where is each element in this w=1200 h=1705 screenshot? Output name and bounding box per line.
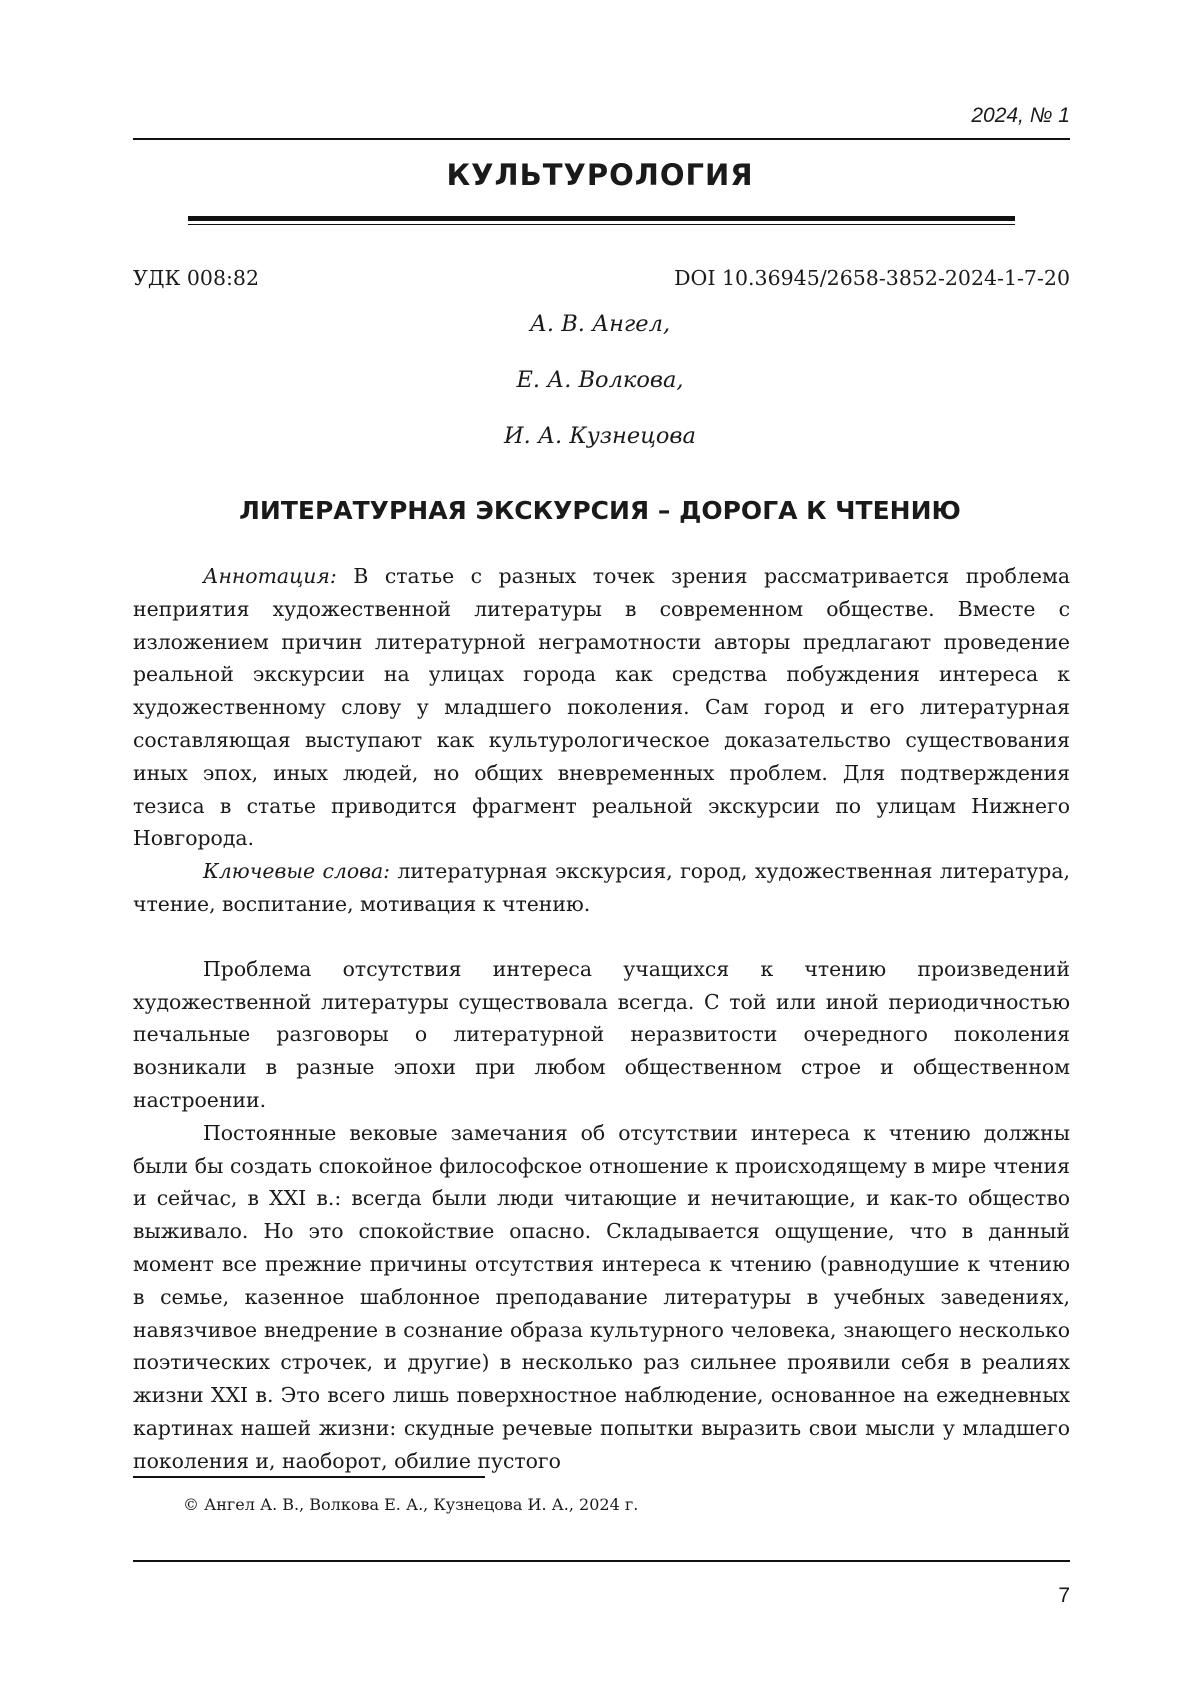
article-body xyxy=(133,560,1070,1478)
keywords-paragraph xyxy=(133,855,1070,921)
author-list xyxy=(0,308,1200,476)
abstract-paragraph xyxy=(133,560,1070,855)
spacer xyxy=(133,921,1070,953)
body-paragraph: Проблема отсутствия интереса учащихся к чтению произведений художественной литературы существовала всегда. С той или иной периодичностью печальные разговоры о литературной неразвитости очередного поколения возникали в разные эпохи при любом общественном строе и общественном настроении. xyxy=(133,956,1070,1112)
section-heading: КУЛЬТУРОЛОГИЯ xyxy=(446,158,754,192)
section-rule-thick xyxy=(188,216,1015,221)
keywords-label: Ключевые слова: xyxy=(203,859,391,884)
udk-code: УДК 008:82 xyxy=(133,266,259,290)
article-title: ЛИТЕРАТУРНАЯ ЭКСКУРСИЯ – ДОРОГА К ЧТЕНИЮ xyxy=(239,496,961,525)
copyright-footnote: © Ангел А. В., Волкова Е. А., Кузнецова И. А., 2024 г. xyxy=(183,1495,639,1514)
issue-number: 2024, № 1 xyxy=(971,104,1070,127)
body-paragraph: Постоянные вековые замечания об отсутствии интереса к чтению должны были бы создать спокойное философское отношение к происходящему в мире чтения и сейчас, в XXI в.: всегда были люди читающие и нечитающие, и как-то общество выживало. Но это спокойствие опасно. Складывается ощущение, что в данный момент все прежние причины отсутствия интереса к чтению (равнодушие к чтению в семье, казенное шаблонное преподавание литературы в учебных заведениях, навязчивое внедрение в сознание образа культурного человека, знающего несколько поэтических строчек, и другие) в несколько раз сильнее проявили себя в реалиях жизни XXI в. Это всего лишь поверхностное наблюдение, основанное на ежедневных картинах нашей жизни: скудные речевые попытки выразить свои мысли у младшего поколения и, наоборот, обилие пустого xyxy=(133,1120,1070,1473)
doi: DOI 10.36945/2658-3852-2024-1-7-20 xyxy=(674,266,1070,290)
page-number: 7 xyxy=(1058,1584,1070,1607)
author: А. В. Ангел, xyxy=(529,311,671,337)
keywords-text: литературная экскурсия, город, художественная литература, чтение, воспитание, мотивация к чтению. xyxy=(133,859,1070,916)
article-meta xyxy=(133,266,1070,290)
author: Е. А. Волкова, xyxy=(516,367,684,393)
footer-rule xyxy=(133,1560,1070,1562)
header-rule xyxy=(133,138,1070,140)
footnote-rule xyxy=(133,1476,485,1478)
author: И. А. Кузнецова xyxy=(504,423,696,449)
abstract-label: Аннотация: xyxy=(203,564,337,588)
abstract-text: В статье с разных точек зрения рассматривается проблема неприятия художественной литературы в современном обществе. Вместе с изложением причин литературной неграмотности авторы предлагают проведение реальной экскурсии на улицах города как средства побуждения интереса к художественному слову у младшего поколения. Сам город и его литературная составляющая выступают как культурологическое доказательство существования иных эпох, иных людей, но общих вневременных проблем. Для подтверждения тезиса в статье приводится фрагмент реальной экскурсии по улицам Нижнего Новгорода. xyxy=(133,564,1070,851)
section-rule-thin xyxy=(188,224,1015,225)
